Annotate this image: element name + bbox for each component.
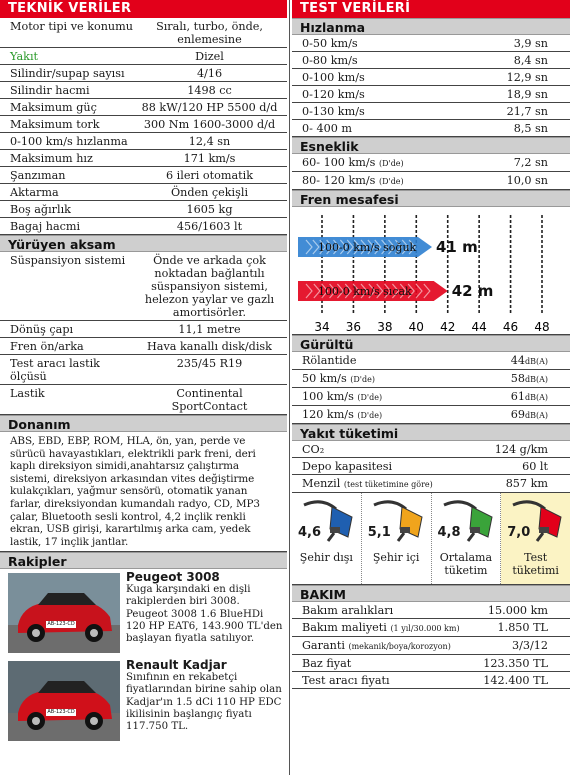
- rival-description: Kuga karşındaki en dişli rakiplerden biri 3008. Peugeot 3008 1.6 BlueHDi 120 HP EAT6, 143.900 TL'den başlayan fiyatla satılıyor.: [126, 583, 283, 645]
- test-value-text: 60 lt: [522, 460, 548, 473]
- test-value: [477, 477, 570, 491]
- spec-label: Fren ön/arka: [10, 340, 84, 353]
- test-label: [292, 354, 477, 368]
- spec-label: 0-100 km/s hızlanma: [10, 135, 128, 148]
- fuel-label: Şehir dışı: [299, 551, 353, 564]
- test-label: [292, 621, 477, 635]
- spec-row: [0, 201, 287, 218]
- test-row: [292, 172, 570, 190]
- test-label: [292, 37, 477, 50]
- donanim-text: ABS, EBD, EBP, ROM, HLA, ön, yan, perde ve sürücü havayastıkları, elektrikli park freni, deri kaplı direksiyon simidi,anahtarsız çalıştırma sistemi, direksiyon arkasından vites değiştirme kulakçıkları, yağmur sensörü, otomatik yanan farlar, direksiyondan kumandalı radyo, CD, MP3 çalar, Bluetooth sesli kontrol, 4,2 inçlik renkli ekran, USB girişi, karartılmış arka cam, yedek lastik, 17 inçlik jantlar.: [0, 432, 287, 552]
- test-value-text: 21,7 sn: [506, 105, 548, 118]
- right-column: [292, 0, 570, 689]
- test-label-note: (D'de): [378, 177, 404, 186]
- fren-tick-label: 48: [534, 320, 550, 334]
- test-value: [477, 71, 570, 84]
- test-value: [477, 639, 570, 653]
- rival-text-block: [126, 659, 283, 733]
- test-value: [477, 443, 570, 456]
- test-value-unit: dB(A): [524, 375, 548, 384]
- test-value: [477, 156, 570, 170]
- gurultu-table: [292, 352, 570, 424]
- esneklik-header: Esneklik: [292, 137, 570, 154]
- spec-row: [0, 385, 287, 415]
- spec-label: Maksimum güç: [10, 101, 97, 114]
- esneklik-table: [292, 154, 570, 190]
- spec-value: 1498 cc: [187, 84, 232, 97]
- donanim-header: Donanım: [0, 415, 287, 432]
- test-value-text: 61: [510, 390, 525, 403]
- test-label-text: Depo kapasitesi: [302, 460, 393, 473]
- spec-label: Bagaj hacmi: [10, 220, 81, 233]
- test-value-text: 3/3/12: [511, 639, 548, 652]
- test-value-text: 8,5 sn: [513, 122, 548, 135]
- spec-label: Maksimum hız: [10, 152, 93, 165]
- spec-row: [0, 167, 287, 184]
- test-label: [292, 174, 477, 188]
- spec-value: 88 kW/120 HP 5500 d/d: [141, 101, 278, 114]
- fuel-icon-cell: [501, 493, 570, 584]
- test-label-text: Bakım aralıkları: [302, 604, 394, 617]
- test-value: [477, 390, 570, 404]
- spec-row: [0, 150, 287, 167]
- test-label-note: (test tüketimine göre): [343, 480, 433, 489]
- test-label-text: Test aracı fiyatı: [302, 674, 390, 687]
- fuel-consumption-icons: [292, 493, 570, 585]
- left-column: [0, 0, 287, 745]
- test-label-text: 0-80 km/s: [302, 54, 358, 67]
- test-label-note: (mekanik/boya/korozyon): [348, 642, 451, 651]
- spec-row: [0, 99, 287, 116]
- rival-item: [0, 657, 287, 745]
- test-label-text: Rölantide: [302, 354, 357, 367]
- test-value: [477, 54, 570, 67]
- test-value-text: 15.000 km: [487, 604, 548, 617]
- bakim-table: [292, 602, 570, 689]
- test-row: [292, 619, 570, 637]
- test-value-unit: dB(A): [524, 393, 548, 402]
- spec-row: [0, 82, 287, 99]
- test-row: [292, 441, 570, 458]
- test-value: [477, 674, 570, 687]
- spec-value: 1605 kg: [186, 203, 233, 216]
- test-label-text: Bakım maliyeti: [302, 621, 387, 634]
- test-label: [292, 477, 477, 491]
- spec-row: [0, 18, 287, 48]
- test-label-text: 0- 400 m: [302, 122, 352, 135]
- test-label: [292, 54, 477, 67]
- spec-value: Continental SportContact: [171, 387, 248, 413]
- yuruyen-aksam-header: Yürüyen aksam: [0, 235, 287, 252]
- fren-mesafesi-header: Fren mesafesi: [292, 190, 570, 207]
- fuel-value: 5,1: [367, 525, 391, 540]
- test-value-text: 44: [510, 354, 525, 367]
- test-value-text: 69: [510, 408, 525, 421]
- spec-label: Motor tipi ve konumu: [10, 20, 133, 33]
- test-label-text: Baz fiyat: [302, 657, 352, 670]
- test-value: [477, 408, 570, 422]
- test-row: [292, 352, 570, 370]
- test-label: [292, 408, 477, 422]
- test-label: [292, 372, 477, 386]
- rival-name: Peugeot 3008: [126, 570, 220, 585]
- fren-chart-svg: [292, 207, 570, 335]
- test-value: [477, 460, 570, 473]
- fren-bar-label: 100-0 km/s soğuk: [318, 241, 417, 254]
- test-label-text: 120 km/s: [302, 408, 354, 421]
- spec-label: Aktarma: [10, 186, 59, 199]
- test-verileri-header: TEST VERİLERİ: [292, 0, 570, 18]
- fuel-value: 4,8: [437, 525, 461, 540]
- test-row: [292, 388, 570, 406]
- yakit-tuketimi-header: Yakıt tüketimi: [292, 424, 570, 441]
- spec-value: Önden çekişli: [170, 186, 249, 199]
- spec-value: 456/1603 lt: [176, 220, 243, 233]
- test-label: [292, 71, 477, 84]
- spec-label: Şanzıman: [10, 169, 66, 182]
- test-row: [292, 655, 570, 672]
- spec-value: 4/16: [196, 67, 223, 80]
- fren-tick-label: 42: [440, 320, 456, 334]
- rakipler-header: Rakipler: [0, 552, 287, 569]
- fren-bar-value: 42 m: [451, 282, 494, 300]
- test-row: [292, 637, 570, 655]
- teknik-veriler-table: [0, 18, 287, 235]
- spec-label: Silindir hacmi: [10, 84, 90, 97]
- fuel-label: Şehir içi: [372, 551, 420, 564]
- spec-label: Dönüş çapı: [10, 323, 74, 336]
- spec-value: Hava kanallı disk/disk: [147, 340, 272, 353]
- rival-car-photo: [8, 573, 120, 653]
- test-value-text: 18,9 sn: [506, 88, 548, 101]
- test-value-text: 124 g/km: [494, 443, 548, 456]
- fuel-value: 4,6: [298, 525, 322, 540]
- test-value: [477, 657, 570, 670]
- spec-label: Lastik: [10, 387, 45, 400]
- spec-value: Sıralı, turbo, önde, enlemesine: [156, 20, 263, 46]
- fuel-label: Ortalama tüketim: [439, 551, 493, 577]
- test-label-note: (D'de): [357, 411, 383, 420]
- fuel-label: Test tüketimi: [512, 551, 559, 577]
- test-value-text: 1.850 TL: [497, 621, 548, 634]
- test-value-text: 7,2 sn: [513, 156, 548, 169]
- test-row: [292, 370, 570, 388]
- test-value-text: 142.400 TL: [483, 674, 548, 687]
- test-label-text: 0-100 km/s: [302, 71, 365, 84]
- test-row: [292, 458, 570, 475]
- test-value-text: 12,9 sn: [506, 71, 548, 84]
- bakim-header: BAKIM: [292, 585, 570, 602]
- license-plate: AB-123-CD: [47, 709, 75, 716]
- yakit-tuketimi-table: [292, 441, 570, 493]
- test-value: [477, 105, 570, 118]
- spec-row: [0, 133, 287, 150]
- rival-description: Sınıfının en rekabetçi fiyatlarından birine sahip olan Kadjar'ın 1.5 dCi 110 HP EDC ikilisinin başlangıç fiyatı 117.750 TL.: [126, 671, 282, 733]
- test-value-text: 8,4 sn: [513, 54, 548, 67]
- test-row: [292, 406, 570, 424]
- test-label-text: Garanti: [302, 639, 345, 652]
- test-value: [477, 37, 570, 50]
- test-label: [292, 390, 477, 404]
- spec-row: [0, 184, 287, 201]
- test-row: [292, 86, 570, 103]
- spec-value: 12,4 sn: [188, 135, 231, 148]
- spec-label: Yakıt: [10, 50, 39, 63]
- test-value: [477, 372, 570, 386]
- test-value: [477, 621, 570, 635]
- test-label-text: CO₂: [302, 443, 325, 456]
- spec-value: Dizel: [195, 50, 224, 63]
- test-label: [292, 156, 477, 170]
- test-value: [477, 122, 570, 135]
- spec-value: 171 km/s: [183, 152, 236, 165]
- test-value-text: 10,0 sn: [506, 174, 548, 187]
- test-label-text: 50 km/s: [302, 372, 347, 385]
- fren-tick-label: 36: [345, 320, 362, 334]
- test-label-text: Menzil: [302, 477, 341, 490]
- test-row: [292, 154, 570, 172]
- spec-row: [0, 116, 287, 133]
- test-value-unit: dB(A): [524, 411, 548, 420]
- test-value-text: 3,9 sn: [513, 37, 548, 50]
- test-label-text: 80- 120 km/s: [302, 174, 376, 187]
- test-value-text: 857 km: [505, 477, 548, 490]
- test-label: [292, 88, 477, 101]
- test-label-text: 0-50 km/s: [302, 37, 358, 50]
- fuel-icon-cell: [362, 493, 432, 584]
- test-label-text: 0-120 km/s: [302, 88, 365, 101]
- spec-row: [0, 321, 287, 338]
- test-value: [477, 174, 570, 188]
- fuel-value: 7,0: [507, 525, 531, 540]
- fren-bar-value: 41 m: [436, 238, 478, 256]
- hizlanma-table: [292, 35, 570, 137]
- fuel-icon-cell: [292, 493, 362, 584]
- spec-label: Süspansiyon sistemi: [10, 254, 126, 267]
- spec-row: [0, 252, 287, 321]
- test-label-text: 60- 100 km/s: [302, 156, 376, 169]
- rival-text-block: [126, 571, 283, 645]
- spec-label: Test aracı lastik ölçüsü: [10, 357, 100, 383]
- test-row: [292, 69, 570, 86]
- test-value-unit: dB(A): [524, 357, 548, 366]
- fren-tick-label: 40: [408, 320, 424, 334]
- spec-row: [0, 338, 287, 355]
- test-row: [292, 602, 570, 619]
- test-value-text: 58: [510, 372, 525, 385]
- test-label: [292, 122, 477, 135]
- test-label-note: (1 yıl/30.000 km): [390, 624, 460, 633]
- test-label-text: 0-130 km/s: [302, 105, 365, 118]
- spec-label: Boş ağırlık: [10, 203, 71, 216]
- test-label-note: (D'de): [350, 375, 375, 384]
- test-label-note: (D'de): [378, 159, 404, 168]
- test-label: [292, 460, 477, 473]
- test-row: [292, 52, 570, 69]
- test-row: [292, 672, 570, 689]
- rival-name: Renault Kadjar: [126, 658, 227, 673]
- yuruyen-aksam-table: [0, 252, 287, 415]
- test-label-text: 100 km/s: [302, 390, 354, 403]
- rival-item: [0, 569, 287, 657]
- spec-label: Silindir/supap sayısı: [10, 67, 125, 80]
- test-row: [292, 103, 570, 120]
- test-value: [477, 354, 570, 368]
- fren-tick-label: 34: [314, 320, 330, 334]
- gurultu-header: Gürültü: [292, 335, 570, 352]
- test-row: [292, 120, 570, 137]
- test-label: [292, 674, 477, 687]
- license-plate: AB-123-CD: [47, 621, 75, 628]
- test-row: [292, 35, 570, 52]
- spec-row: [0, 48, 287, 65]
- spec-row: [0, 355, 287, 385]
- test-value-text: 123.350 TL: [483, 657, 548, 670]
- spec-row: [0, 218, 287, 235]
- test-label: [292, 443, 477, 456]
- column-divider: [289, 0, 290, 775]
- rival-car-photo: [8, 661, 120, 741]
- spec-value: 300 Nm 1600-3000 d/d: [143, 118, 276, 131]
- fren-mesafesi-chart: [292, 207, 570, 335]
- fuel-icon-cell: [432, 493, 502, 584]
- test-label: [292, 657, 477, 670]
- spec-row: [0, 65, 287, 82]
- spec-value: 235/45 R19: [176, 357, 243, 370]
- test-label: [292, 105, 477, 118]
- fren-tick-label: 46: [502, 320, 519, 334]
- fren-bar-label: 100-0 km/s sıcak: [318, 285, 412, 298]
- test-label: [292, 639, 477, 653]
- hizlanma-header: Hızlanma: [292, 18, 570, 35]
- fren-tick-label: 38: [377, 320, 393, 334]
- spec-value: 11,1 metre: [178, 323, 241, 336]
- spec-value: 6 ileri otomatik: [165, 169, 254, 182]
- test-label: [292, 604, 477, 617]
- rakipler-list: [0, 569, 287, 745]
- test-value: [477, 88, 570, 101]
- spec-label: Maksimum tork: [10, 118, 100, 131]
- fren-tick-label: 44: [471, 320, 487, 334]
- teknik-veriler-header: TEKNİK VERİLER: [0, 0, 287, 18]
- test-value: [477, 604, 570, 617]
- test-row: [292, 475, 570, 493]
- test-label-note: (D'de): [357, 393, 383, 402]
- spec-value: Önde ve arkada çok noktadan bağlantılı süspansiyon sistemi, helezon yaylar ve gazlı amortisörler.: [144, 254, 275, 319]
